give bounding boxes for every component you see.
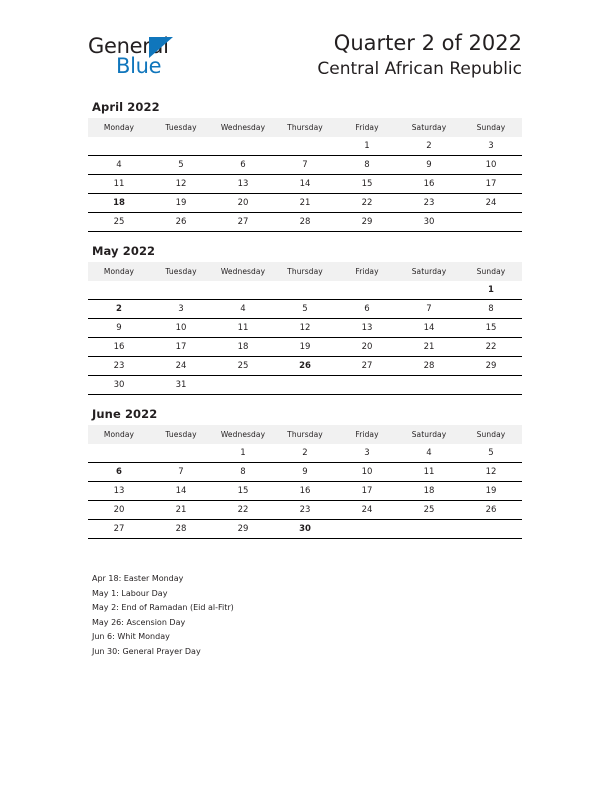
- day-cell[interactable]: 10: [336, 463, 398, 482]
- weekday-header-row: [88, 425, 522, 444]
- day-cell[interactable]: 30: [88, 376, 150, 395]
- weekday-header-thursday: Thursday: [274, 425, 336, 444]
- day-cell[interactable]: 5: [150, 156, 212, 175]
- day-cell[interactable]: 3: [488, 141, 494, 151]
- day-cell[interactable]: 5: [488, 448, 494, 458]
- weekday-header-row: [88, 118, 522, 137]
- day-cell[interactable]: 1: [364, 141, 370, 151]
- weekday-header-wednesday: Wednesday: [212, 425, 274, 444]
- day-cell-empty: [88, 281, 150, 300]
- day-cell[interactable]: 18: [398, 482, 460, 501]
- weekday-header-tuesday: Tuesday: [150, 262, 212, 281]
- page-header: [88, 30, 522, 92]
- legend-item: May 2: End of Ramadan (Eid al-Fitr): [92, 603, 234, 612]
- day-cell[interactable]: 7: [274, 156, 336, 175]
- day-cell[interactable]: 8: [460, 300, 522, 319]
- day-cell[interactable]: 24: [150, 357, 212, 376]
- week-row: [88, 520, 522, 539]
- weekday-header-wednesday: Wednesday: [212, 262, 274, 281]
- weekday-header-sunday: Sunday: [460, 118, 522, 137]
- day-cell[interactable]: 21: [150, 501, 212, 520]
- day-cell-empty: [88, 444, 150, 463]
- week-row: [88, 463, 522, 482]
- day-cell[interactable]: 17: [150, 338, 212, 357]
- day-cell-empty: [150, 281, 212, 300]
- weekday-header-tuesday: Tuesday: [150, 118, 212, 137]
- week-row: [88, 156, 522, 175]
- weekday-header-saturday: Saturday: [398, 425, 460, 444]
- month-block: [88, 407, 522, 539]
- day-cell[interactable]: 8: [336, 156, 398, 175]
- week-row: [88, 357, 522, 376]
- day-cell-empty: [460, 520, 522, 539]
- day-cell-holiday[interactable]: 2: [88, 300, 150, 319]
- day-cell[interactable]: 15: [212, 482, 274, 501]
- day-cell[interactable]: 4: [88, 156, 150, 175]
- day-cell[interactable]: 11: [212, 319, 274, 338]
- weekday-header-sunday: Sunday: [460, 425, 522, 444]
- day-cell[interactable]: 26: [150, 213, 212, 232]
- day-cell[interactable]: 11: [88, 175, 150, 194]
- week-row: [88, 300, 522, 319]
- logo-text-blue: Blue: [116, 54, 162, 78]
- day-cell[interactable]: 6: [212, 156, 274, 175]
- day-cell-holiday[interactable]: 6: [88, 463, 150, 482]
- day-cell[interactable]: 7: [398, 300, 460, 319]
- day-cell[interactable]: 25: [212, 357, 274, 376]
- week-row: [88, 281, 522, 300]
- weekday-header-sunday: Sunday: [460, 262, 522, 281]
- day-cell-empty: [460, 376, 522, 395]
- day-cell-empty: [336, 376, 398, 395]
- months-container: [88, 100, 522, 551]
- day-cell[interactable]: 24: [460, 194, 522, 213]
- week-row: [88, 338, 522, 357]
- day-cell[interactable]: 14: [398, 319, 460, 338]
- day-cell[interactable]: 22: [336, 194, 398, 213]
- legend-item: Jun 30: General Prayer Day: [92, 646, 201, 656]
- day-cell[interactable]: 4: [212, 300, 274, 319]
- day-cell[interactable]: 15: [336, 175, 398, 194]
- day-cell[interactable]: 29: [212, 520, 274, 539]
- day-cell[interactable]: 22: [212, 501, 274, 520]
- weekday-header-monday: Monday: [88, 425, 150, 444]
- day-cell[interactable]: 25: [88, 213, 150, 232]
- day-cell[interactable]: 10: [150, 319, 212, 338]
- day-cell[interactable]: 19: [274, 338, 336, 357]
- day-cell[interactable]: 21: [398, 338, 460, 357]
- week-row: [88, 501, 522, 520]
- day-cell-holiday[interactable]: 18: [88, 194, 150, 213]
- day-cell[interactable]: 8: [212, 463, 274, 482]
- week-row: [88, 175, 522, 194]
- day-cell[interactable]: 13: [88, 482, 150, 501]
- day-cell[interactable]: 17: [336, 482, 398, 501]
- day-cell-holiday[interactable]: 1: [488, 285, 494, 295]
- day-cell[interactable]: 25: [398, 501, 460, 520]
- day-cell[interactable]: 23: [398, 194, 460, 213]
- day-cell[interactable]: 27: [88, 520, 150, 539]
- month-title: April 2022: [92, 100, 160, 114]
- weekday-header-monday: Monday: [88, 118, 150, 137]
- page-subtitle: Central African Republic: [317, 59, 522, 79]
- weekday-header-monday: Monday: [88, 262, 150, 281]
- weekday-header-row: [88, 262, 522, 281]
- day-cell[interactable]: 12: [150, 175, 212, 194]
- day-cell[interactable]: 12: [460, 463, 522, 482]
- day-cell[interactable]: 3: [150, 300, 212, 319]
- day-cell[interactable]: 16: [398, 175, 460, 194]
- day-cell-empty: [398, 376, 460, 395]
- week-row: [88, 376, 522, 395]
- page-title: Quarter 2 of 2022: [333, 31, 522, 55]
- legend-item: Apr 18: Easter Monday: [92, 574, 184, 583]
- day-cell-empty: [398, 520, 460, 539]
- week-row: [88, 213, 522, 232]
- day-cell[interactable]: 20: [212, 194, 274, 213]
- day-cell[interactable]: 21: [274, 194, 336, 213]
- day-cell[interactable]: 2: [302, 448, 308, 458]
- weekday-header-saturday: Saturday: [398, 262, 460, 281]
- day-cell[interactable]: 6: [336, 300, 398, 319]
- day-cell[interactable]: 29: [336, 213, 398, 232]
- day-cell-empty: [274, 281, 336, 300]
- day-cell-empty: [336, 520, 398, 539]
- day-cell[interactable]: 2: [426, 141, 432, 151]
- day-cell[interactable]: 27: [212, 213, 274, 232]
- day-cell-holiday[interactable]: 26: [274, 357, 336, 376]
- day-cell[interactable]: 27: [336, 357, 398, 376]
- day-cell[interactable]: 17: [460, 175, 522, 194]
- day-cell-empty: [398, 281, 460, 300]
- day-cell[interactable]: 16: [88, 338, 150, 357]
- day-cell[interactable]: 9: [398, 156, 460, 175]
- day-cell[interactable]: 19: [150, 194, 212, 213]
- legend-item: Jun 6: Whit Monday: [92, 632, 170, 641]
- day-cell-empty: [212, 376, 274, 395]
- week-row: [88, 444, 522, 463]
- day-cell[interactable]: 20: [88, 501, 150, 520]
- day-cell[interactable]: 20: [336, 338, 398, 357]
- day-cell-empty: [336, 281, 398, 300]
- month-title: June 2022: [92, 407, 158, 421]
- weekday-header-saturday: Saturday: [398, 118, 460, 137]
- day-cell[interactable]: 1: [240, 448, 246, 458]
- day-cell[interactable]: 14: [274, 175, 336, 194]
- week-row: [88, 319, 522, 338]
- week-row: [88, 137, 522, 156]
- week-row: [88, 194, 522, 213]
- day-cell-empty: [274, 376, 336, 395]
- week-row: [88, 482, 522, 501]
- day-cell[interactable]: 4: [426, 448, 432, 458]
- weekday-header-friday: Friday: [336, 425, 398, 444]
- day-cell[interactable]: 16: [274, 482, 336, 501]
- day-cell[interactable]: 24: [336, 501, 398, 520]
- day-cell[interactable]: 12: [274, 319, 336, 338]
- day-cell-empty: [212, 281, 274, 300]
- day-cell[interactable]: 5: [274, 300, 336, 319]
- month-block: [88, 100, 522, 232]
- weekday-header-friday: Friday: [336, 262, 398, 281]
- weekday-header-thursday: Thursday: [274, 118, 336, 137]
- day-cell[interactable]: 10: [460, 156, 522, 175]
- holiday-legend: [92, 572, 512, 659]
- month-title: May 2022: [92, 244, 156, 258]
- day-cell[interactable]: 28: [398, 357, 460, 376]
- day-cell[interactable]: 29: [460, 357, 522, 376]
- day-cell[interactable]: 18: [212, 338, 274, 357]
- day-cell-empty: [274, 137, 336, 156]
- day-cell[interactable]: 31: [150, 376, 212, 395]
- month-calendar-table: [88, 425, 522, 539]
- day-cell[interactable]: 3: [364, 448, 370, 458]
- day-cell-empty: [88, 137, 150, 156]
- weekday-header-friday: Friday: [336, 118, 398, 137]
- month-calendar-table: [88, 262, 522, 395]
- day-cell[interactable]: 14: [150, 482, 212, 501]
- title-block: [202, 30, 522, 81]
- weekday-header-tuesday: Tuesday: [150, 425, 212, 444]
- day-cell[interactable]: 28: [150, 520, 212, 539]
- day-cell[interactable]: 11: [398, 463, 460, 482]
- weekday-header-wednesday: Wednesday: [212, 118, 274, 137]
- day-cell[interactable]: 19: [460, 482, 522, 501]
- day-cell[interactable]: 13: [212, 175, 274, 194]
- day-cell[interactable]: 15: [460, 319, 522, 338]
- weekday-header-thursday: Thursday: [274, 262, 336, 281]
- day-cell-empty: [150, 137, 212, 156]
- day-cell[interactable]: 26: [460, 501, 522, 520]
- legend-item: May 1: Labour Day: [92, 588, 168, 598]
- general-blue-logo: [88, 34, 208, 84]
- day-cell[interactable]: 9: [274, 463, 336, 482]
- day-cell[interactable]: 23: [274, 501, 336, 520]
- day-cell-holiday[interactable]: 30: [274, 520, 336, 539]
- day-cell[interactable]: 30: [398, 213, 460, 232]
- day-cell[interactable]: 13: [336, 319, 398, 338]
- month-calendar-table: [88, 118, 522, 232]
- day-cell-empty: [460, 213, 522, 232]
- day-cell[interactable]: 23: [88, 357, 150, 376]
- day-cell-empty: [212, 137, 274, 156]
- day-cell[interactable]: 9: [88, 319, 150, 338]
- day-cell[interactable]: 22: [460, 338, 522, 357]
- day-cell[interactable]: 7: [150, 463, 212, 482]
- day-cell-empty: [150, 444, 212, 463]
- day-cell[interactable]: 28: [274, 213, 336, 232]
- month-block: [88, 244, 522, 395]
- logo-text-general: General: [88, 34, 169, 58]
- legend-item: May 26: Ascension Day: [92, 617, 186, 627]
